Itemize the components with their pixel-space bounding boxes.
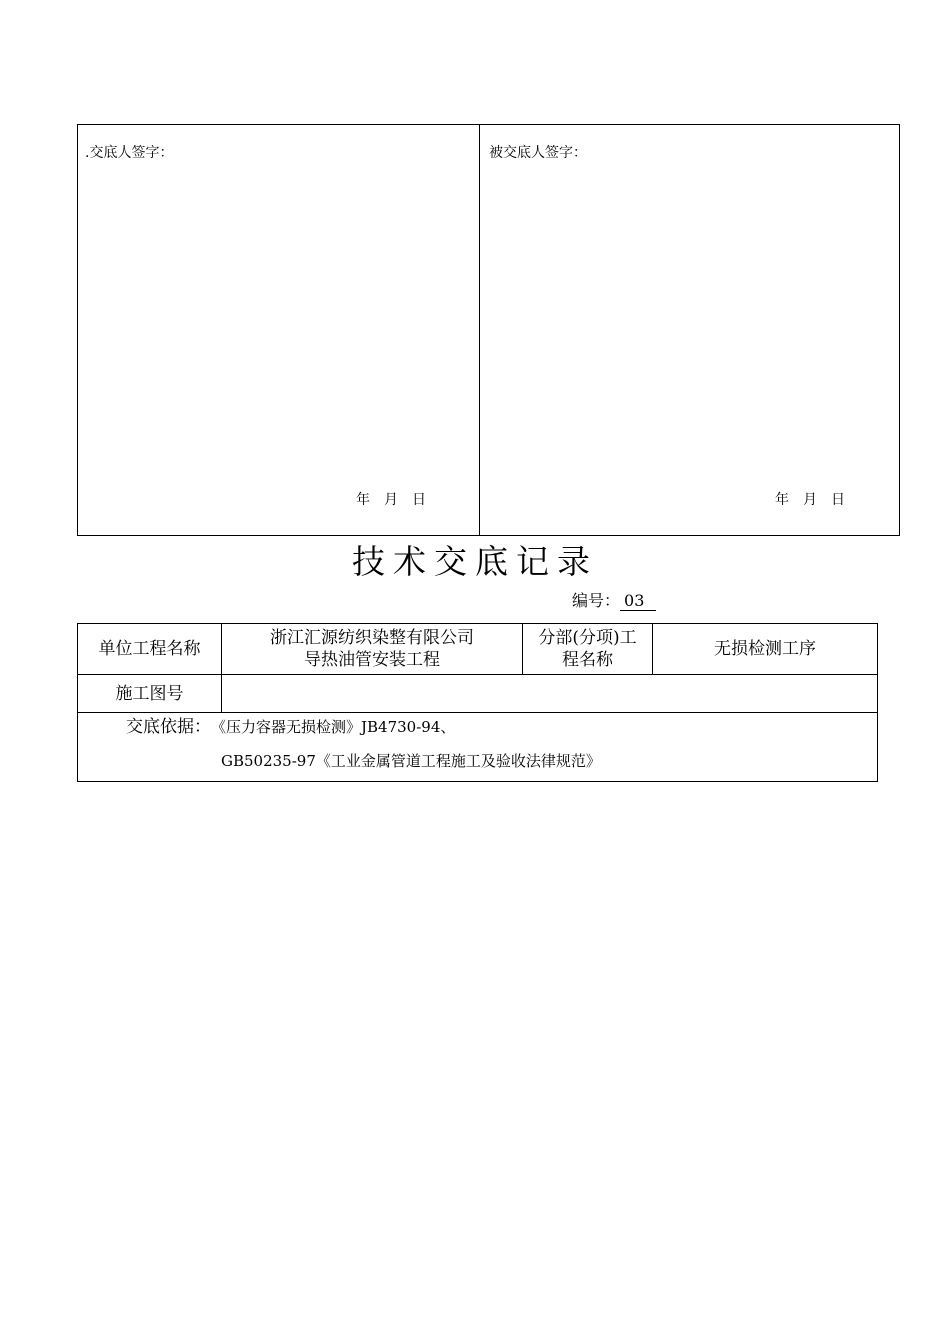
basis-label: 交底依据：	[126, 717, 211, 737]
receiver-signature-cell	[480, 125, 899, 535]
sub-project-label-line2: 程名称	[562, 650, 613, 670]
receiver-signature-label: 被交底人签字：	[489, 145, 587, 161]
date-month-label: 月	[803, 492, 817, 508]
date-year-label: 年	[775, 492, 789, 508]
project-info-table	[77, 623, 878, 782]
unit-project-label: 单位工程名称	[78, 624, 222, 675]
basis-line2: GB50235-97《工业金属管道工程施工及验收法律规范》	[221, 752, 601, 770]
receiver-signature-date	[775, 489, 859, 509]
unit-project-value-line2: 导热油管安装工程	[304, 650, 440, 670]
unit-project-value	[222, 624, 523, 675]
table-row	[78, 675, 878, 713]
document-number-value: 03	[620, 592, 656, 611]
drawing-number-value	[222, 675, 878, 713]
sub-project-label-line1: 分部(分项)工	[538, 628, 637, 648]
basis-line1: 《压力容器无损检测》JB4730-94、	[211, 718, 456, 736]
document-number-label: 编号：	[572, 591, 621, 610]
giver-signature-label: .交底人签字：	[85, 145, 174, 161]
document-number	[572, 588, 656, 611]
date-year-label: 年	[356, 492, 370, 508]
giver-signature-cell	[78, 125, 480, 535]
date-day-label: 日	[831, 492, 845, 508]
signature-section	[77, 124, 900, 536]
sub-project-value: 无损检测工序	[653, 624, 878, 675]
table-row	[78, 624, 878, 675]
document-title: 技术交底记录	[352, 542, 598, 581]
sub-project-label	[523, 624, 653, 675]
giver-signature-date	[356, 489, 440, 509]
unit-project-value-line1: 浙江汇源纺织染整有限公司	[270, 628, 474, 648]
date-month-label: 月	[384, 492, 398, 508]
table-row	[78, 713, 878, 782]
drawing-number-label: 施工图号	[78, 675, 222, 713]
basis-cell	[78, 713, 878, 782]
date-day-label: 日	[412, 492, 426, 508]
basis-first-line	[78, 716, 877, 738]
